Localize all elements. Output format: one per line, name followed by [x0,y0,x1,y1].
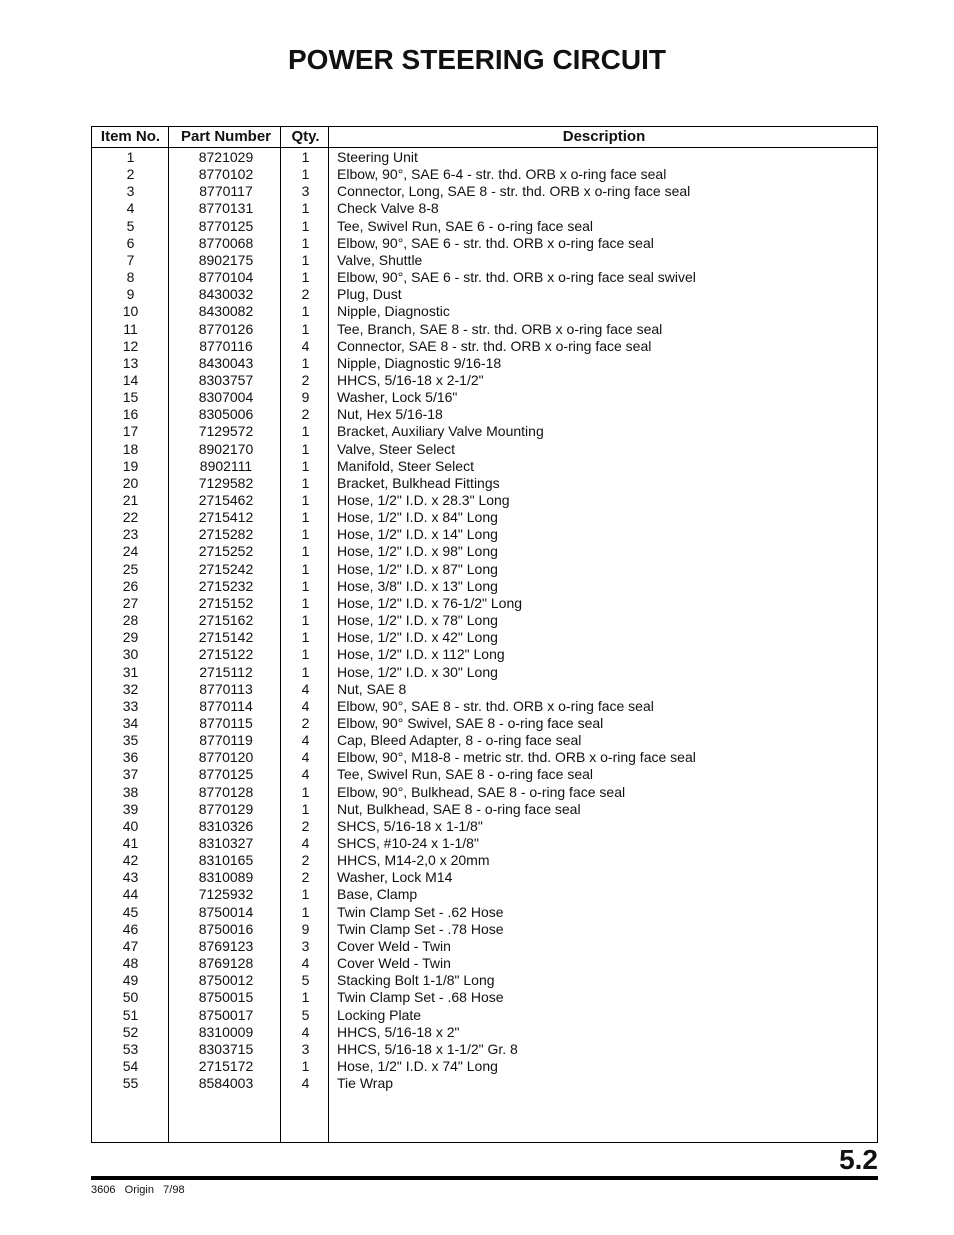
table-row [92,801,877,818]
cell-item-no: 11 [123,320,138,337]
cell-part-number: 8770131 [198,200,254,217]
table-row [92,595,877,612]
cell-part-number: 8310165 [198,852,254,869]
cell-part-number: 2715162 [198,612,254,629]
cell-item-no: 42 [122,852,139,869]
cell-qty: 1 [301,989,310,1006]
table-row [92,252,877,269]
cell-qty: 1 [301,560,310,577]
cell-description: Elbow, 90° Swivel, SAE 8 - o-ring face seal [337,714,604,731]
cell-qty: 9 [301,920,310,937]
cell-part-number: 2715122 [198,646,254,663]
cell-qty: 1 [301,629,310,646]
cell-qty: 4 [301,1023,310,1040]
cell-description: Tee, Swivel Run, SAE 8 - o-ring face seal [337,766,594,783]
table-row [92,955,877,972]
cell-qty: 1 [301,251,310,268]
section-number: 5.2 [839,1144,878,1175]
cell-qty: 4 [301,697,310,714]
cell-part-number: 2715142 [198,629,254,646]
cell-qty: 1 [301,457,310,474]
cell-item-no: 21 [122,492,139,508]
table-row [92,321,877,338]
cell-description: Tee, Swivel Run, SAE 6 - o-ring face seal [337,217,594,234]
cell-qty: 4 [301,1075,310,1092]
cell-part-number: 8750014 [198,903,254,920]
cell-item-no: 49 [122,972,139,989]
table-row [92,869,877,886]
cell-qty: 5 [301,972,310,989]
table-row [92,664,877,681]
cell-item-no: 12 [122,337,139,354]
cell-description: Tee, Branch, SAE 8 - str. thd. ORB x o-ring face seal [337,320,663,337]
table-row [92,303,877,320]
cell-item-no: 48 [122,955,139,972]
table-row [92,561,877,578]
cell-part-number: 8721029 [198,149,254,165]
cell-part-number: 8902111 [199,457,253,474]
cell-description: Elbow, 90°, SAE 6 - str. thd. ORB x o-ring face seal swivel [337,269,696,286]
cell-item-no: 24 [122,543,139,560]
page-title: POWER STEERING CIRCUIT [287,44,666,75]
cell-part-number: 2715282 [198,526,254,543]
cell-description: Hose, 1/2" I.D. x 14" Long [337,526,498,543]
cell-item-no: 50 [122,989,139,1006]
cell-qty: 1 [301,526,310,543]
cell-item-no: 10 [122,303,139,320]
cell-item-no: 37 [122,766,139,783]
cell-item-no: 41 [122,835,139,851]
cell-qty: 5 [301,1006,310,1023]
cell-qty: 2 [301,286,310,303]
cell-item-no: 46 [122,920,139,937]
cell-qty: 2 [301,371,310,388]
cell-item-no: 13 [122,354,139,371]
cell-description: Hose, 1/2" I.D. x 28.3" Long [337,492,510,508]
cell-qty: 4 [301,835,310,851]
cell-qty: 1 [301,646,310,663]
cell-description: Hose, 1/2" I.D. x 78" Long [337,612,498,629]
cell-qty: 1 [301,200,310,217]
table-row [92,200,877,217]
table-row [92,338,877,355]
cell-description: Elbow, 90°, SAE 6 - str. thd. ORB x o-ring face seal [337,234,654,251]
cell-item-no: 4 [126,200,135,217]
table-row [92,852,877,869]
cell-qty: 1 [301,440,310,457]
cell-part-number: 8430032 [198,286,254,303]
cell-qty: 4 [301,749,310,766]
cell-part-number: 8902175 [198,251,254,268]
table-row [92,972,877,989]
table-row [92,921,877,938]
table-row [92,492,877,509]
cell-item-no: 29 [122,629,139,646]
cell-description: Manifold, Steer Select [337,457,474,474]
table-header [92,127,877,147]
table-row [92,183,877,200]
cell-item-no: 9 [126,286,135,303]
cell-qty: 1 [301,800,310,817]
cell-item-no: 51 [122,1006,139,1023]
cell-part-number: 8770119 [199,732,253,749]
cell-part-number: 8430043 [198,354,254,371]
table-row [92,149,877,166]
cell-item-no: 45 [122,903,139,920]
table-row [92,766,877,783]
cell-part-number: 8305006 [198,406,254,423]
cell-item-no: 34 [122,714,139,731]
table-row [92,749,877,766]
cell-item-no: 17 [122,423,139,440]
cell-description: Connector, SAE 8 - str. thd. ORB x o-ring face seal [337,337,652,354]
cell-qty: 1 [301,269,310,286]
cell-part-number: 8750017 [198,1006,254,1023]
cell-qty: 1 [301,423,310,440]
table-row [92,389,877,406]
table-row [92,355,877,372]
cell-item-no: 33 [122,697,139,714]
cell-qty: 1 [301,783,310,800]
cell-item-no: 2 [126,166,135,183]
header-divider [92,147,877,148]
cell-item-no: 54 [122,1057,139,1074]
table-row [92,526,877,543]
cell-item-no: 32 [122,680,139,697]
cell-item-no: 38 [122,783,139,800]
header-qty: Qty. [291,128,320,145]
cell-description: Valve, Steer Select [337,440,456,457]
cell-qty: 1 [301,234,310,251]
cell-part-number: 8770114 [199,697,253,714]
cell-description: Nut, Bulkhead, SAE 8 - o-ring face seal [337,800,581,817]
cell-part-number: 7129572 [198,423,254,440]
cell-qty: 4 [301,680,310,697]
cell-description: Nipple, Diagnostic [337,303,450,320]
cell-qty: 1 [301,612,310,629]
cell-description: Cover Weld - Twin [337,955,451,972]
cell-part-number: 8310089 [198,869,254,886]
cell-part-number: 2715152 [198,594,254,611]
cell-qty: 1 [301,320,310,337]
cell-item-no: 44 [122,886,139,903]
cell-qty: 1 [301,474,310,491]
cell-description: Washer, Lock M14 [337,869,453,886]
cell-description: HHCS, 5/16-18 x 2" [337,1023,460,1040]
table-row [92,1007,877,1024]
cell-item-no: 47 [122,937,139,954]
cell-part-number: 8770113 [199,680,253,697]
cell-qty: 2 [301,714,310,731]
cell-description: Hose, 1/2" I.D. x 42" Long [337,629,498,646]
cell-description: Cap, Bleed Adapter, 8 - o-ring face seal [337,732,582,749]
cell-part-number: 8310326 [198,817,254,834]
cell-description: HHCS, 5/16-18 x 2-1/2" [337,371,484,388]
cell-description: HHCS, M14-2,0 x 20mm [337,852,490,869]
table-row [92,784,877,801]
cell-item-no: 27 [122,594,139,611]
cell-qty: 1 [301,149,310,165]
cell-description: Valve, Shuttle [337,251,423,268]
table-row [92,835,877,852]
cell-description: Cover Weld - Twin [337,937,451,954]
cell-item-no: 18 [122,440,139,457]
cell-part-number: 8770068 [198,234,254,251]
cell-description: Nut, SAE 8 [337,680,407,697]
cell-item-no: 53 [122,1040,139,1057]
cell-part-number: 8770104 [198,269,254,286]
cell-qty: 2 [301,852,310,869]
cell-qty: 3 [301,937,310,954]
cell-part-number: 8430082 [198,303,254,320]
cell-item-no: 30 [122,646,139,663]
table-row [92,818,877,835]
cell-item-no: 7 [126,251,135,268]
table-row [92,578,877,595]
cell-qty: 1 [301,492,310,508]
cell-description: Check Valve 8-8 [337,200,439,217]
footer-text: 3606 Origin 7/98 [91,1184,185,1196]
cell-part-number: 7125932 [198,886,254,903]
cell-part-number: 8303715 [198,1040,254,1057]
cell-qty: 1 [301,1057,310,1074]
cell-part-number: 8770128 [198,783,254,800]
cell-item-no: 6 [126,234,135,251]
cell-part-number: 8770117 [199,183,253,200]
cell-description: SHCS, 5/16-18 x 1-1/8" [337,817,483,834]
cell-qty: 1 [301,543,310,560]
cell-part-number: 2715462 [198,492,254,508]
cell-item-no: 55 [122,1075,139,1092]
table-row [92,543,877,560]
table-row [92,989,877,1006]
table-row [92,698,877,715]
cell-description: Hose, 1/2" I.D. x 30" Long [337,663,498,680]
cell-part-number: 7129582 [198,474,254,491]
cell-description: Connector, Long, SAE 8 - str. thd. ORB x o-ring face seal [337,183,691,200]
cell-item-no: 5 [126,217,135,234]
cell-item-no: 22 [122,509,139,526]
cell-description: Tie Wrap [337,1075,394,1092]
cell-qty: 1 [301,217,310,234]
cell-item-no: 15 [122,389,139,406]
cell-part-number: 2715112 [199,663,253,680]
cell-description: Bracket, Bulkhead Fittings [337,474,500,491]
cell-qty: 1 [301,577,310,594]
cell-qty: 1 [301,166,310,183]
cell-part-number: 8770116 [199,337,253,354]
cell-description: HHCS, 5/16-18 x 1-1/2" Gr. 8 [337,1040,518,1057]
cell-description: Elbow, 90°, Bulkhead, SAE 8 - o-ring face seal [337,783,626,800]
cell-part-number: 8770126 [198,320,254,337]
cell-qty: 1 [301,663,310,680]
cell-description: Stacking Bolt 1-1/8" Long [337,972,495,989]
cell-description: Elbow, 90°, SAE 6-4 - str. thd. ORB x o-ring face seal [337,166,667,183]
cell-description: Twin Clamp Set - .68 Hose [337,989,504,1006]
cell-part-number: 8307004 [198,389,254,406]
table-row [92,629,877,646]
cell-part-number: 8310327 [198,835,254,851]
table-row [92,286,877,303]
table-row [92,441,877,458]
cell-part-number: 2715252 [198,543,254,560]
cell-description: Hose, 1/2" I.D. x 76-1/2" Long [337,594,523,611]
cell-description: Hose, 1/2" I.D. x 87" Long [337,560,498,577]
cell-description: Hose, 3/8" I.D. x 13" Long [337,577,498,594]
table-row [92,732,877,749]
cell-description: Nut, Hex 5/16-18 [337,406,443,423]
table-row [92,166,877,183]
cell-item-no: 25 [122,560,139,577]
cell-qty: 2 [301,817,310,834]
cell-item-no: 1 [126,149,135,165]
cell-description: Hose, 1/2" I.D. x 84" Long [337,509,498,526]
cell-part-number: 8750012 [198,972,254,989]
table-row [92,423,877,440]
cell-part-number: 2715242 [198,560,254,577]
cell-item-no: 40 [122,817,139,834]
table-row [92,1041,877,1058]
table-row [92,1075,877,1092]
cell-description: Plug, Dust [337,286,402,303]
cell-qty: 2 [301,406,310,423]
cell-part-number: 8584003 [198,1075,254,1092]
cell-qty: 4 [301,955,310,972]
cell-part-number: 8770115 [199,714,253,731]
table-row [92,1024,877,1041]
cell-description: Hose, 1/2" I.D. x 74" Long [337,1057,498,1074]
cell-qty: 3 [301,1040,310,1057]
cell-qty: 4 [301,732,310,749]
header-part-number: Part Number [180,128,272,145]
table-row [92,509,877,526]
cell-part-number: 2715412 [198,509,254,526]
cell-qty: 2 [301,869,310,886]
cell-part-number: 8770129 [198,800,254,817]
table-row [92,938,877,955]
cell-item-no: 39 [122,800,139,817]
cell-qty: 4 [301,766,310,783]
table-row [92,372,877,389]
cell-description: Elbow, 90°, M18-8 - metric str. thd. ORB x o-ring face seal [337,749,696,766]
footer-rule [91,1176,878,1180]
cell-item-no: 52 [122,1023,139,1040]
cell-item-no: 28 [122,612,139,629]
cell-qty: 1 [301,303,310,320]
cell-qty: 1 [301,886,310,903]
cell-description: Twin Clamp Set - .62 Hose [337,903,504,920]
cell-part-number: 8750016 [198,920,254,937]
cell-qty: 3 [301,183,310,200]
table-row [92,612,877,629]
table-row [92,1058,877,1075]
cell-item-no: 23 [122,526,139,543]
cell-part-number: 2715172 [198,1057,254,1074]
cell-item-no: 26 [122,577,139,594]
table-row [92,218,877,235]
cell-part-number: 8769128 [198,955,254,972]
cell-qty: 4 [301,337,310,354]
table-row [92,406,877,423]
parts-table [91,126,878,1143]
cell-item-no: 31 [122,663,139,680]
header-item-no: Item No. [100,128,161,145]
cell-part-number: 8310009 [198,1023,254,1040]
cell-description: Hose, 1/2" I.D. x 112" Long [337,646,505,663]
cell-item-no: 35 [122,732,139,749]
cell-description: Nipple, Diagnostic 9/16-18 [337,354,502,371]
table-row [92,886,877,903]
cell-part-number: 2715232 [198,577,254,594]
cell-qty: 1 [301,594,310,611]
cell-part-number: 8770125 [198,766,254,783]
table-row [92,681,877,698]
cell-part-number: 8770102 [198,166,254,183]
cell-part-number: 8750015 [198,989,254,1006]
cell-description: Elbow, 90°, SAE 8 - str. thd. ORB x o-ring face seal [337,697,654,714]
cell-item-no: 8 [126,269,135,286]
cell-qty: 1 [301,509,310,526]
table-row [92,715,877,732]
cell-description: Twin Clamp Set - .78 Hose [337,920,504,937]
table-row [92,475,877,492]
cell-part-number: 8769123 [198,937,254,954]
cell-description: Locking Plate [337,1006,422,1023]
table-row [92,904,877,921]
cell-description: Steering Unit [337,149,418,165]
cell-part-number: 8303757 [198,371,254,388]
cell-part-number: 8770125 [198,217,254,234]
table-row [92,646,877,663]
cell-item-no: 43 [122,869,139,886]
cell-description: Hose, 1/2" I.D. x 98" Long [337,543,498,560]
cell-part-number: 8770120 [198,749,254,766]
cell-description: Bracket, Auxiliary Valve Mounting [337,423,544,440]
cell-item-no: 19 [122,457,139,474]
cell-item-no: 20 [122,474,139,491]
cell-qty: 1 [301,354,310,371]
cell-item-no: 3 [126,183,135,200]
cell-qty: 1 [301,903,310,920]
cell-part-number: 8902170 [198,440,254,457]
cell-description: SHCS, #10-24 x 1-1/8" [337,835,479,851]
table-row [92,235,877,252]
cell-item-no: 36 [122,749,139,766]
table-row [92,269,877,286]
cell-item-no: 16 [122,406,139,423]
cell-item-no: 14 [122,371,139,388]
header-description: Description [562,128,646,145]
cell-description: Base, Clamp [337,886,418,903]
cell-description: Washer, Lock 5/16" [337,389,458,406]
table-row [92,458,877,475]
cell-qty: 9 [301,389,310,406]
